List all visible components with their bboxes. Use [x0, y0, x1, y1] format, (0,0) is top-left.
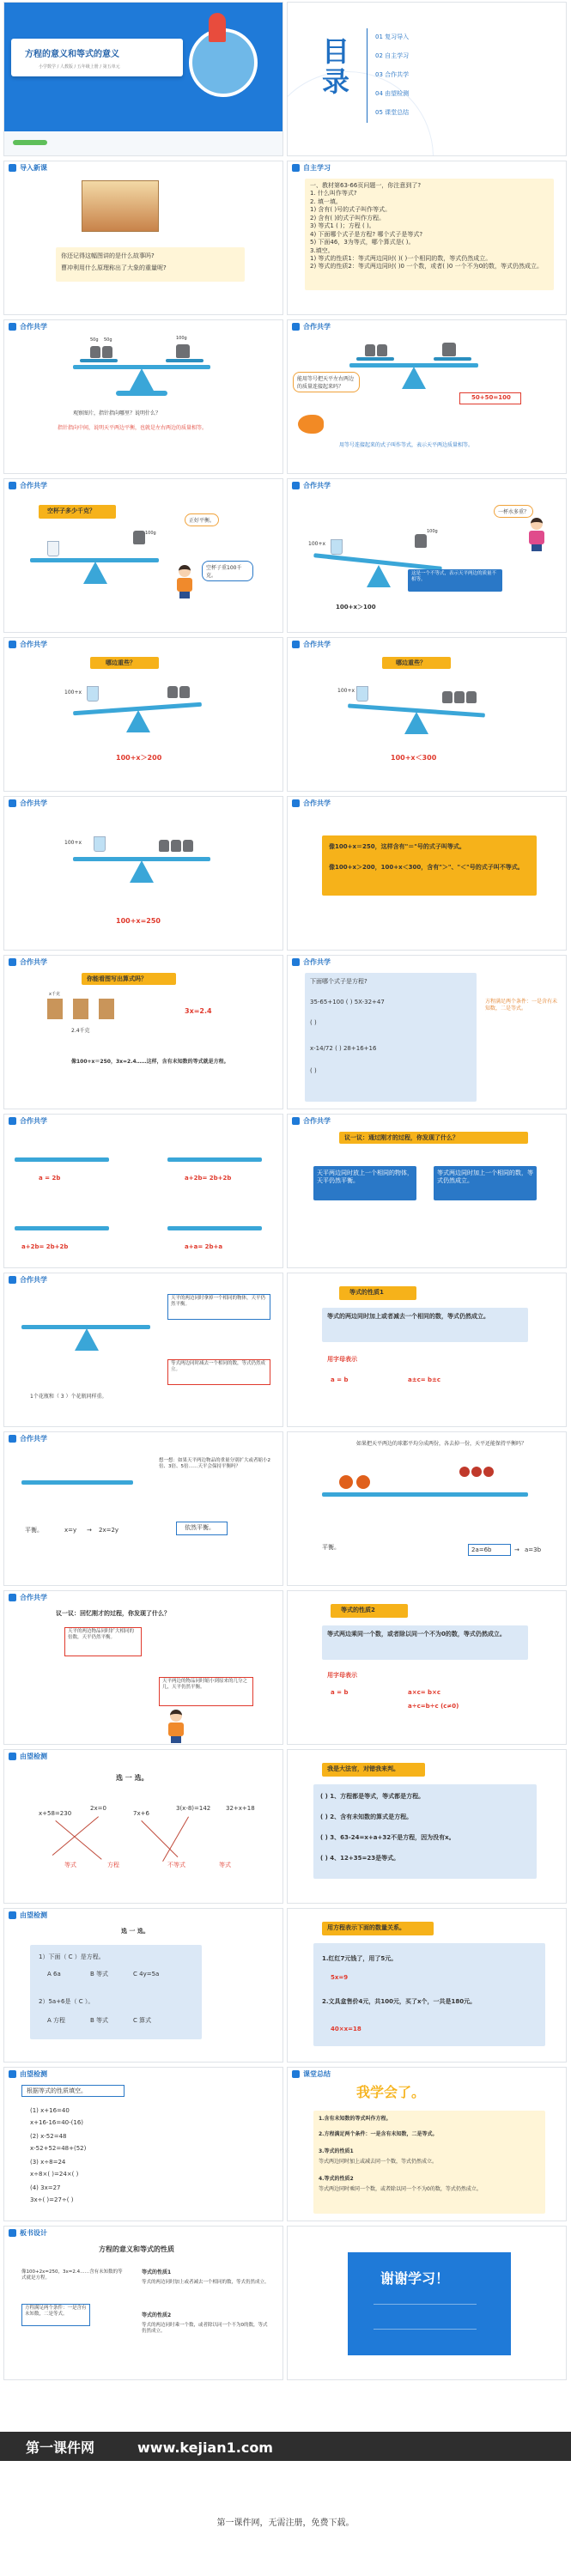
question-text: 下面哪个式子是方程? — [310, 978, 368, 985]
slide-header: 合作共学 — [4, 956, 107, 968]
formula-row: ( ) — [310, 1019, 317, 1026]
cup-label: 100+x — [64, 690, 82, 696]
slide-balance-2[interactable] — [287, 319, 567, 474]
slide-header: 自主学习 — [288, 161, 391, 173]
expression[interactable]: 7x+6 — [133, 1810, 149, 1817]
balance-beam — [322, 1492, 528, 1497]
formula: 2x=2y — [99, 1527, 119, 1534]
board-text: 等式的两边同时乘一个数，或者除以同一个不为0的数，等式仍然成立。 — [142, 2323, 268, 2335]
weight-label: 50g — [90, 337, 99, 343]
study-line: 2) 等式的性质2：等式两边同时( )0 一个数，或者( )0 一个不为0的数，等式仍然成立。 — [310, 263, 544, 270]
exercise-title: 选 一 选。 — [121, 1928, 149, 1935]
equation: 100+x＞100 — [336, 604, 376, 611]
ball-icon — [356, 1475, 370, 1489]
slide-header: 板书设计 — [4, 2227, 107, 2239]
summary-title: 我学会了。 — [356, 2084, 426, 2100]
header-icon — [9, 482, 16, 489]
cup-icon — [87, 686, 99, 702]
header-icon — [9, 1594, 16, 1601]
note-text: 等式两边同时减去一个相同的数，等式仍然成立。 — [171, 1361, 266, 1373]
formula: x=y — [64, 1527, 77, 1534]
formula: a±c= b±c — [408, 1376, 441, 1383]
exercise-title: 用方程表示下面的数量关系。 — [327, 1924, 405, 1931]
box-label: x千克 — [49, 992, 60, 997]
fish-mascot — [298, 415, 324, 434]
balance-stand — [404, 712, 428, 734]
cup-icon — [47, 541, 59, 556]
weight-label: 100g — [176, 336, 187, 341]
category: 不等式 — [167, 1862, 185, 1868]
footer-url[interactable]: www.kejian1.com — [137, 2439, 273, 2456]
header-icon — [292, 958, 300, 966]
property-text: 等式两边乘同一个数，或者除以同一个不为0的数，等式仍然成立。 — [327, 1631, 506, 1637]
note-text: 用等号连接起来的式子叫作等式，表示天平两边质量相等。 — [339, 442, 474, 448]
slide-header: 合作共学 — [4, 1115, 107, 1127]
footer-tagline: 第一课件网，无需注册，免费下载。 — [216, 2518, 355, 2528]
slide-header: 合作共学 — [4, 479, 107, 491]
equation: a+2b= 2b+2b — [21, 1243, 69, 1250]
equation: 3x=2.4 — [185, 1007, 212, 1015]
slide-header: 由望检测 — [4, 1909, 107, 1921]
study-lines — [310, 182, 550, 271]
slide-header: 导入新课 — [4, 161, 107, 173]
equation: a+2b= 2b+2b — [185, 1175, 232, 1182]
formula-row: 35-65+100 ( ) 5X-32+47 — [310, 999, 385, 1005]
question-text: 2）5a+6是（ C ）。 — [39, 1998, 94, 2005]
option[interactable]: C 4y=5a — [133, 1971, 160, 1978]
question-text: 如果把天平两边的球都平均分成两份，各去掉一份，天平还能保持平衡吗？ — [356, 1441, 527, 1447]
slide-definition[interactable] — [287, 796, 567, 951]
slide-summary[interactable] — [287, 2067, 567, 2221]
board-text: 等式的两边同时加上或者减去一个相同的数，等式仍然成立。 — [142, 2280, 270, 2285]
finding-text: 天平的两边物品同时扩大相同的倍数，天平仍然平衡。 — [68, 1629, 135, 1641]
ball-icon — [471, 1467, 482, 1477]
ball-icon — [459, 1467, 470, 1477]
ball-icon — [339, 1475, 353, 1489]
balance-stand — [130, 368, 154, 391]
study-line: 一、教材第63-66页问题一，你注意到了? — [310, 182, 422, 189]
weight-icon — [183, 840, 193, 852]
study-line: 3) 等式1 ( )；方程 ( )。 — [310, 222, 375, 230]
property-title: 等式的性质1 — [349, 1289, 384, 1296]
slide-think[interactable] — [3, 1431, 283, 1586]
formula: a×c= b×c — [408, 1689, 441, 1696]
balance-beam — [15, 1157, 109, 1162]
study-line: 1. 什么叫作等式? — [310, 190, 357, 197]
formula: a = b — [331, 1376, 349, 1383]
header-icon — [292, 2070, 300, 2078]
slide-cup-2[interactable] — [287, 478, 567, 633]
cup-icon — [331, 539, 343, 555]
slide-header: 合作共学 — [4, 1432, 107, 1444]
slide-header: 合作共学 — [4, 1591, 107, 1603]
speech-bubble: 能用等号把天平左右两边的质量连接起来吗？ — [293, 372, 360, 392]
slide-header: 由望检测 — [4, 2068, 107, 2080]
box-icon — [99, 999, 114, 1019]
footer-logo[interactable]: 第一课件网 — [26, 2439, 95, 2456]
toc-item[interactable]: 01 复习导入 — [375, 33, 410, 40]
fill-line: (1) x+16=40 — [30, 2107, 70, 2114]
study-line: 1) 等式的性质1：等式两边同时( )( )一个相同的数，等式仍然成立。 — [310, 254, 492, 262]
definition-line: 像100+x＝250，这样含有"＝"号的式子叫等式。 — [329, 843, 465, 850]
summary-item: 1.含有未知数的等式叫作方程。 — [319, 2116, 392, 2122]
rocket-illustration — [209, 13, 226, 42]
formula-row: ( ) — [310, 1067, 317, 1074]
fill-line: x+16-16=40-(16) — [30, 2119, 84, 2126]
formula: a÷c=b÷c (c≠0) — [408, 1703, 459, 1710]
slide-cup-1[interactable] — [3, 478, 283, 633]
slide-balance-1[interactable] — [3, 319, 283, 474]
finding-text: 等式两边同时加上一个相同的数，等式仍然成立。 — [437, 1170, 533, 1185]
boy-character — [176, 565, 193, 599]
weight-icon — [442, 691, 453, 703]
answer-text: 指针指向中间，说明天平两边平衡，也就是左右两边的质量相等。 — [58, 425, 208, 431]
expression[interactable]: 3(x-8)=142 — [176, 1805, 211, 1812]
balance-foot — [116, 391, 167, 396]
cup-label: 100+x — [64, 840, 82, 846]
question-text: 1）下面（ C ）是方程。 — [39, 1953, 105, 1960]
question-text: 哪边重些？ — [106, 659, 136, 666]
equation: 100+x=250 — [116, 917, 161, 925]
slide-header: 合作共学 — [4, 320, 107, 332]
header-icon — [9, 1276, 16, 1284]
header-icon — [292, 482, 300, 489]
exercise-title: 我是大法官，对错我来判。 — [327, 1765, 399, 1772]
fill-line: 3x÷( )=27÷( ) — [30, 2196, 74, 2203]
slide-judge[interactable] — [287, 1749, 567, 1904]
expression[interactable]: 2x=0 — [90, 1805, 106, 1812]
slide-board[interactable] — [3, 2226, 283, 2380]
total-label: 2.4千克 — [71, 1028, 90, 1034]
weight-icon — [90, 346, 100, 358]
toc-item[interactable]: 03 合作共学 — [375, 71, 410, 78]
equation: 100+x＞200 — [116, 754, 162, 762]
connector-line — [141, 1820, 178, 1857]
slide-vase[interactable] — [3, 1273, 283, 1427]
slide-header: 课堂总结 — [288, 2068, 391, 2080]
fill-line: x-52+52=48+(52) — [30, 2145, 87, 2152]
question-text: 你能看图写出算式吗？ — [87, 975, 147, 982]
property-text: 等式的两边同时加上或者减去一个相同的数，等式仍然成立。 — [327, 1313, 489, 1320]
weight-label: 50g — [104, 337, 112, 343]
finding-text: 天平两边同时放上一个相同的物体，天平仍然平衡。 — [317, 1170, 413, 1185]
study-line: 3.填空。 — [310, 246, 334, 254]
balance-beam — [167, 1226, 262, 1230]
question-text: 想一想：如果天平两边物品的重量分别扩大或者缩小2倍、3倍、5倍……天平会保持平衡吗？ — [159, 1458, 271, 1470]
board-title: 方程的意义和等式的性质 — [99, 2245, 174, 2253]
toc-divider — [367, 28, 368, 123]
slide-title-text: 方程的意义和等式的意义 — [25, 50, 119, 59]
header-icon — [9, 164, 16, 172]
equation: 50+50=100 — [471, 394, 511, 401]
question-text: 2.文具盒售价4元，共100元，买了x个，一共是180元。 — [322, 1998, 477, 2005]
summary-item: 3.等式的性质1 — [319, 2148, 354, 2154]
slide-header: 合作共学 — [288, 1115, 391, 1127]
header-icon — [292, 641, 300, 648]
weight-icon — [466, 691, 477, 703]
slide-write-formula[interactable] — [3, 955, 283, 1109]
weight-icon — [377, 344, 387, 356]
connector-line — [55, 1820, 101, 1860]
header-icon — [292, 323, 300, 331]
formula: a = b — [331, 1689, 349, 1696]
summary-text: 像100+x＝250，3x=2.4……这样，含有未知数的等式就是方程。 — [71, 1059, 229, 1065]
vase-label: 1个花瓶和（ 3 ）个花瓶同样重。 — [30, 1394, 107, 1400]
weight-icon — [159, 840, 169, 852]
board-text: 像100+2x=250，3x=2.4……含有未知数的等式就是方程。 — [21, 2269, 123, 2281]
judge-item[interactable]: ( ) 3、63-24=x+a+32不是方程，因为没有x。 — [320, 1834, 455, 1841]
study-line: 5) 下面46，3为等式，哪个算式是( )。 — [310, 239, 415, 246]
boy-character — [167, 1710, 185, 1744]
answer-text: 依然平衡。 — [185, 1524, 215, 1531]
balance-pan — [80, 359, 118, 362]
question-text: 空杯子多少千克？ — [47, 507, 95, 514]
board-subtitle: 等式的性质2 — [142, 2312, 172, 2318]
slide-intro[interactable] — [3, 161, 283, 315]
story-picture — [82, 180, 159, 232]
thanks-lines — [374, 2304, 477, 2330]
balance-stand — [126, 710, 150, 732]
weight-label: 100g — [145, 531, 156, 536]
balance-stand — [75, 1328, 99, 1351]
header-icon — [292, 799, 300, 807]
fill-line: (4) 3x=27 — [30, 2184, 61, 2191]
question-text: 议一议：通过刚才的过程，你发现了什么？ — [344, 1134, 459, 1141]
footer — [0, 2432, 571, 2576]
toc-item[interactable]: 04 由望检测 — [375, 90, 410, 97]
category: 等式 — [64, 1862, 76, 1868]
arrow-icon: → — [514, 1546, 519, 1553]
toc-item[interactable]: 02 自主学习 — [375, 52, 410, 59]
study-line: 2. 填一填。 — [310, 197, 342, 205]
speech-bubble: 一杯水多重？ — [494, 505, 533, 518]
slide-choose-1[interactable] — [3, 1749, 283, 1904]
answer-label: 平衡。 — [322, 1544, 340, 1551]
summary-item: 2.方程满足两个条件：一是含有未知数，二是等式。 — [319, 2131, 438, 2137]
slide-balls[interactable] — [287, 1431, 567, 1586]
slide-choose-2[interactable] — [3, 1908, 283, 2063]
weight-icon — [365, 344, 375, 356]
thanks-text: 谢谢学习！ — [380, 2270, 450, 2287]
slide-thanks[interactable] — [287, 2226, 567, 2380]
slide-property-2[interactable] — [287, 1590, 567, 1745]
exercise-title: 根据等式的性质填空。 — [27, 2087, 87, 2094]
header-icon — [9, 799, 16, 807]
weight-icon — [176, 344, 190, 358]
letter-label: 用字母表示 — [327, 1672, 357, 1679]
slide-self-study[interactable] — [287, 161, 567, 315]
box-icon — [73, 999, 88, 1019]
weight-label: 100g — [427, 529, 438, 534]
weight-icon — [415, 534, 427, 548]
balance-beam — [15, 1226, 109, 1230]
question-box — [305, 973, 477, 1102]
letter-label: 用字母表示 — [327, 1356, 357, 1363]
header-icon — [9, 641, 16, 648]
slide-header: 合作共学 — [288, 638, 391, 650]
option[interactable]: B 等式 — [90, 1971, 109, 1978]
weight-icon — [102, 346, 112, 358]
option[interactable]: A 6a — [47, 1971, 61, 1978]
slide-express[interactable] — [287, 1908, 567, 2063]
expression[interactable]: 32+x+18 — [226, 1805, 255, 1812]
slide-equation[interactable] — [3, 796, 283, 951]
header-icon — [9, 1753, 16, 1760]
study-line: 2) 含有( )的式子叫作方程。 — [310, 214, 386, 222]
slide-header: 由望检测 — [4, 1750, 107, 1762]
weight-icon — [454, 691, 465, 703]
weight-icon — [171, 840, 181, 852]
note-text: 天平的两边同时拿掉一个相同的物体，天平仍然平衡。 — [171, 1296, 266, 1308]
equation: a = 2b — [39, 1175, 61, 1182]
header-icon — [9, 1911, 16, 1919]
slide-discuss-1[interactable] — [287, 1114, 567, 1268]
header-icon — [292, 164, 300, 172]
summary-item: 等式两边同时加上或减去同一个数，等式仍然成立。 — [319, 2159, 438, 2165]
answer-label: 平衡。 — [25, 1527, 43, 1534]
slide-header: 合作共学 — [288, 797, 391, 809]
balance-stand — [402, 367, 426, 389]
toc-item[interactable]: 05 课堂总结 — [375, 109, 410, 116]
cup-icon — [356, 686, 368, 702]
box-icon — [47, 999, 63, 1019]
toc-title: 目录 — [322, 35, 350, 99]
judge-item[interactable]: ( ) 2、含有未知数的算式是方程。 — [320, 1814, 413, 1820]
slide-discuss-2[interactable] — [3, 1590, 283, 1745]
question-text: 1.红红7元钱了，用了5元。 — [322, 1955, 398, 1962]
cup-icon — [94, 836, 106, 852]
balance-pan — [166, 359, 203, 362]
weight-icon — [442, 343, 456, 356]
finding-text: 天平两边的物品同时缩小到原来的几分之几，天平仍然平衡。 — [162, 1679, 248, 1691]
answer-text: 40×x=18 — [331, 2026, 361, 2032]
slide-which-equation[interactable] — [287, 955, 567, 1109]
cup-label: 100+x — [337, 688, 355, 694]
slide-subtitle: 小学数学 / 人教版 / 五年级上册 / 第五单元 — [39, 64, 120, 70]
formula: 2a=6b — [471, 1546, 492, 1553]
balance-pan — [434, 357, 471, 361]
summary-item: 等式两边同时乘同一个数，或者除以同一个不为0的数，等式仍然成立。 — [319, 2186, 482, 2192]
header-icon — [9, 1435, 16, 1443]
fill-line: x÷8×( )=24×( ) — [30, 2171, 79, 2178]
slide-inequality-1[interactable] — [3, 637, 283, 792]
header-icon — [292, 1117, 300, 1125]
slide-toc[interactable] — [287, 2, 567, 156]
question-text: 观察图片，指针指向哪里？说明什么？ — [73, 410, 161, 416]
header-icon — [9, 2229, 16, 2237]
slide-header: 合作共学 — [4, 1273, 107, 1285]
balance-beam — [167, 1157, 262, 1162]
header-icon — [9, 323, 16, 331]
ball-icon — [483, 1467, 494, 1477]
balance-stand — [130, 860, 154, 883]
board-subtitle: 等式的性质1 — [142, 2269, 172, 2275]
cup-label: 100+x — [308, 541, 326, 547]
slide-inequality-2[interactable] — [287, 637, 567, 792]
balance-beam — [21, 1480, 133, 1485]
balance-pan — [356, 357, 394, 361]
equation: a+a= 2b+a — [185, 1243, 223, 1250]
slide-header: 合作共学 — [288, 956, 391, 968]
formula-row: x-14/72 ( ) 28+16+16 — [310, 1045, 377, 1052]
slide-property-1[interactable] — [287, 1273, 567, 1427]
balance-stand — [367, 565, 391, 587]
option[interactable]: B 等式 — [90, 2017, 109, 2024]
property-title: 等式的性质2 — [341, 1607, 375, 1613]
slide-header: 合作共学 — [288, 479, 391, 491]
arrow-icon: → — [87, 1527, 92, 1534]
weight-icon — [133, 531, 145, 544]
question-text: 哪边重些？ — [396, 659, 426, 666]
header-icon — [9, 2070, 16, 2078]
summary-item: 4.等式的性质2 — [319, 2176, 354, 2182]
study-line: 4) 下面哪个式子是方程? 哪个式子是等式? — [310, 230, 423, 238]
header-icon — [9, 1117, 16, 1125]
formula: a=3b — [525, 1546, 542, 1553]
equation: 100+x＜300 — [391, 754, 437, 762]
slide-header: 合作共学 — [4, 638, 107, 650]
question-2: 曹冲利用什么原理称出了大象的重量呢? — [61, 264, 167, 271]
option[interactable]: C 算式 — [133, 2017, 152, 2024]
slide-balance-letters[interactable] — [3, 1114, 283, 1268]
condition-note: 方程满足两个条件：一是含有未知数，二是等式。 — [485, 999, 558, 1012]
option[interactable]: A 方程 — [47, 2017, 66, 2024]
header-icon — [9, 958, 16, 966]
question-text: 议一议：回忆刚才的过程，你发现了什么？ — [56, 1610, 170, 1617]
slide-header: 合作共学 — [4, 797, 107, 809]
judge-item[interactable]: ( ) 1、方程都是等式，等式都是方程。 — [320, 1793, 425, 1800]
judge-item[interactable]: ( ) 4、12+35=23是等式。 — [320, 1855, 400, 1862]
expression[interactable]: x+58=230 — [39, 1810, 72, 1817]
definition-line: 像100+x＞200，100+x＜300，含有"＞"、"＜"号的式子叫不等式。 — [329, 864, 524, 871]
weight-icon — [167, 686, 178, 698]
slide-title[interactable] — [3, 2, 283, 156]
girl-character — [528, 518, 545, 552]
fill-line: (2) x-52=48 — [30, 2133, 67, 2140]
category: 等式 — [219, 1862, 231, 1868]
speech-bubble: 正好平衡。 — [185, 513, 219, 526]
weight-icon — [179, 686, 190, 698]
study-line: 1) 含有( )号的式子叫作等式。 — [310, 206, 392, 214]
board-text: 方程满足两个条件：一是含有未知数，二是等式。 — [25, 2306, 87, 2318]
slide-header: 合作共学 — [288, 320, 391, 332]
fill-line: (3) x÷8=24 — [30, 2159, 66, 2166]
category: 方程 — [107, 1862, 119, 1868]
answer-text: 5x=9 — [331, 1974, 349, 1981]
note-text: 这是一个不等式，表示天平两边的质量不相等。 — [411, 571, 497, 583]
slide-fill[interactable] — [3, 2067, 283, 2221]
exercise-title: 选 一 选。 — [116, 1774, 149, 1782]
speech-bubble: 空杯子重100千克。 — [202, 561, 253, 581]
question-1: 你还记得这幅图讲的是什么故事吗? — [61, 252, 155, 259]
grass-decoration — [13, 140, 47, 145]
balance-stand — [83, 562, 107, 584]
